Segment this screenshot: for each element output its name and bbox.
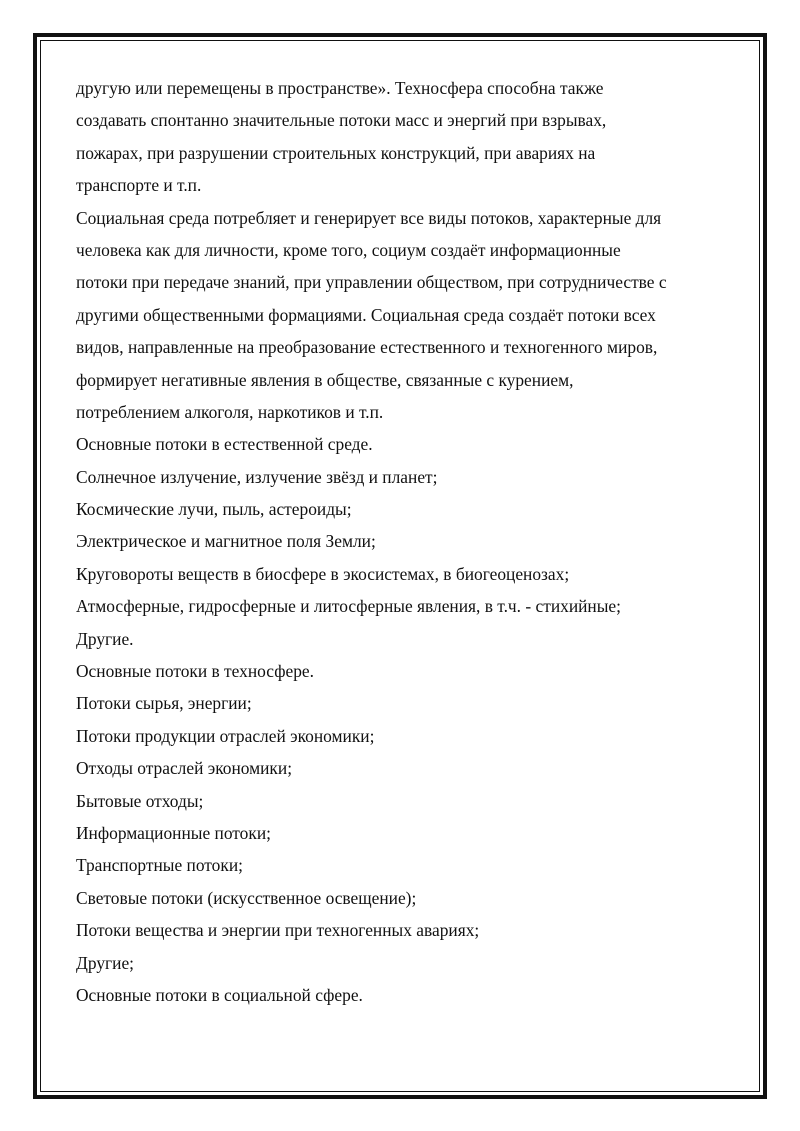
section-heading: Основные потоки в естественной среде. xyxy=(76,434,373,455)
list-item: Круговороты веществ в биосфере в экосистемах, в биогеоценозах; xyxy=(76,563,570,584)
section-heading: Основные потоки в социальной сфере. xyxy=(76,984,363,1005)
list-item: Световые потоки (искусственное освещение); xyxy=(76,887,417,908)
text-line: другими общественными формациями. Социальная среда создаёт потоки всех xyxy=(76,304,656,325)
text-line: потреблением алкоголя, наркотиков и т.п. xyxy=(76,401,384,422)
list-item: Потоки сырья, энергии; xyxy=(76,693,252,714)
list-item: Электрическое и магнитное поля Земли; xyxy=(76,531,376,552)
list-item: Транспортные потоки; xyxy=(76,855,243,876)
text-line: Социальная среда потребляет и генерирует все виды потоков, характерные для xyxy=(76,207,662,228)
list-item: Космические лучи, пыль, астероиды; xyxy=(76,499,352,520)
text-line: создавать спонтанно значительные потоки масс и энергий при взрывах, xyxy=(76,110,607,131)
text-line: потоки при передаче знаний, при управлении обществом, при сотрудничестве с xyxy=(76,272,667,293)
text-line: другую или перемещены в пространстве». Техносфера способна также xyxy=(76,78,604,98)
list-item: Потоки продукции отраслей экономики; xyxy=(76,725,375,746)
list-item: Солнечное излучение, излучение звёзд и планет; xyxy=(76,466,438,487)
list-item: Отходы отраслей экономики; xyxy=(76,758,293,779)
text-line: формирует негативные явления в обществе, связанные с курением, xyxy=(76,369,574,390)
section-heading: Основные потоки в техносфере. xyxy=(76,661,314,682)
list-item: Бытовые отходы; xyxy=(76,790,204,811)
list-item: Потоки вещества и энергии при техногенных авариях; xyxy=(76,920,480,941)
text-line: человека как для личности, кроме того, социум создаёт информационные xyxy=(76,239,621,260)
text-line: пожарах, при разрушении строительных конструкций, при авариях на xyxy=(76,142,596,163)
document-body xyxy=(76,72,736,1011)
text-line: транспорте и т.п. xyxy=(76,175,202,196)
list-item: Другие; xyxy=(76,952,135,973)
list-item: Другие. xyxy=(76,628,134,649)
list-item: Атмосферные, гидросферные и литосферные явления, в т.ч. - стихийные; xyxy=(76,596,621,617)
list-item: Информационные потоки; xyxy=(76,822,271,843)
text-line: видов, направленные на преобразование естественного и техногенного миров, xyxy=(76,337,658,358)
